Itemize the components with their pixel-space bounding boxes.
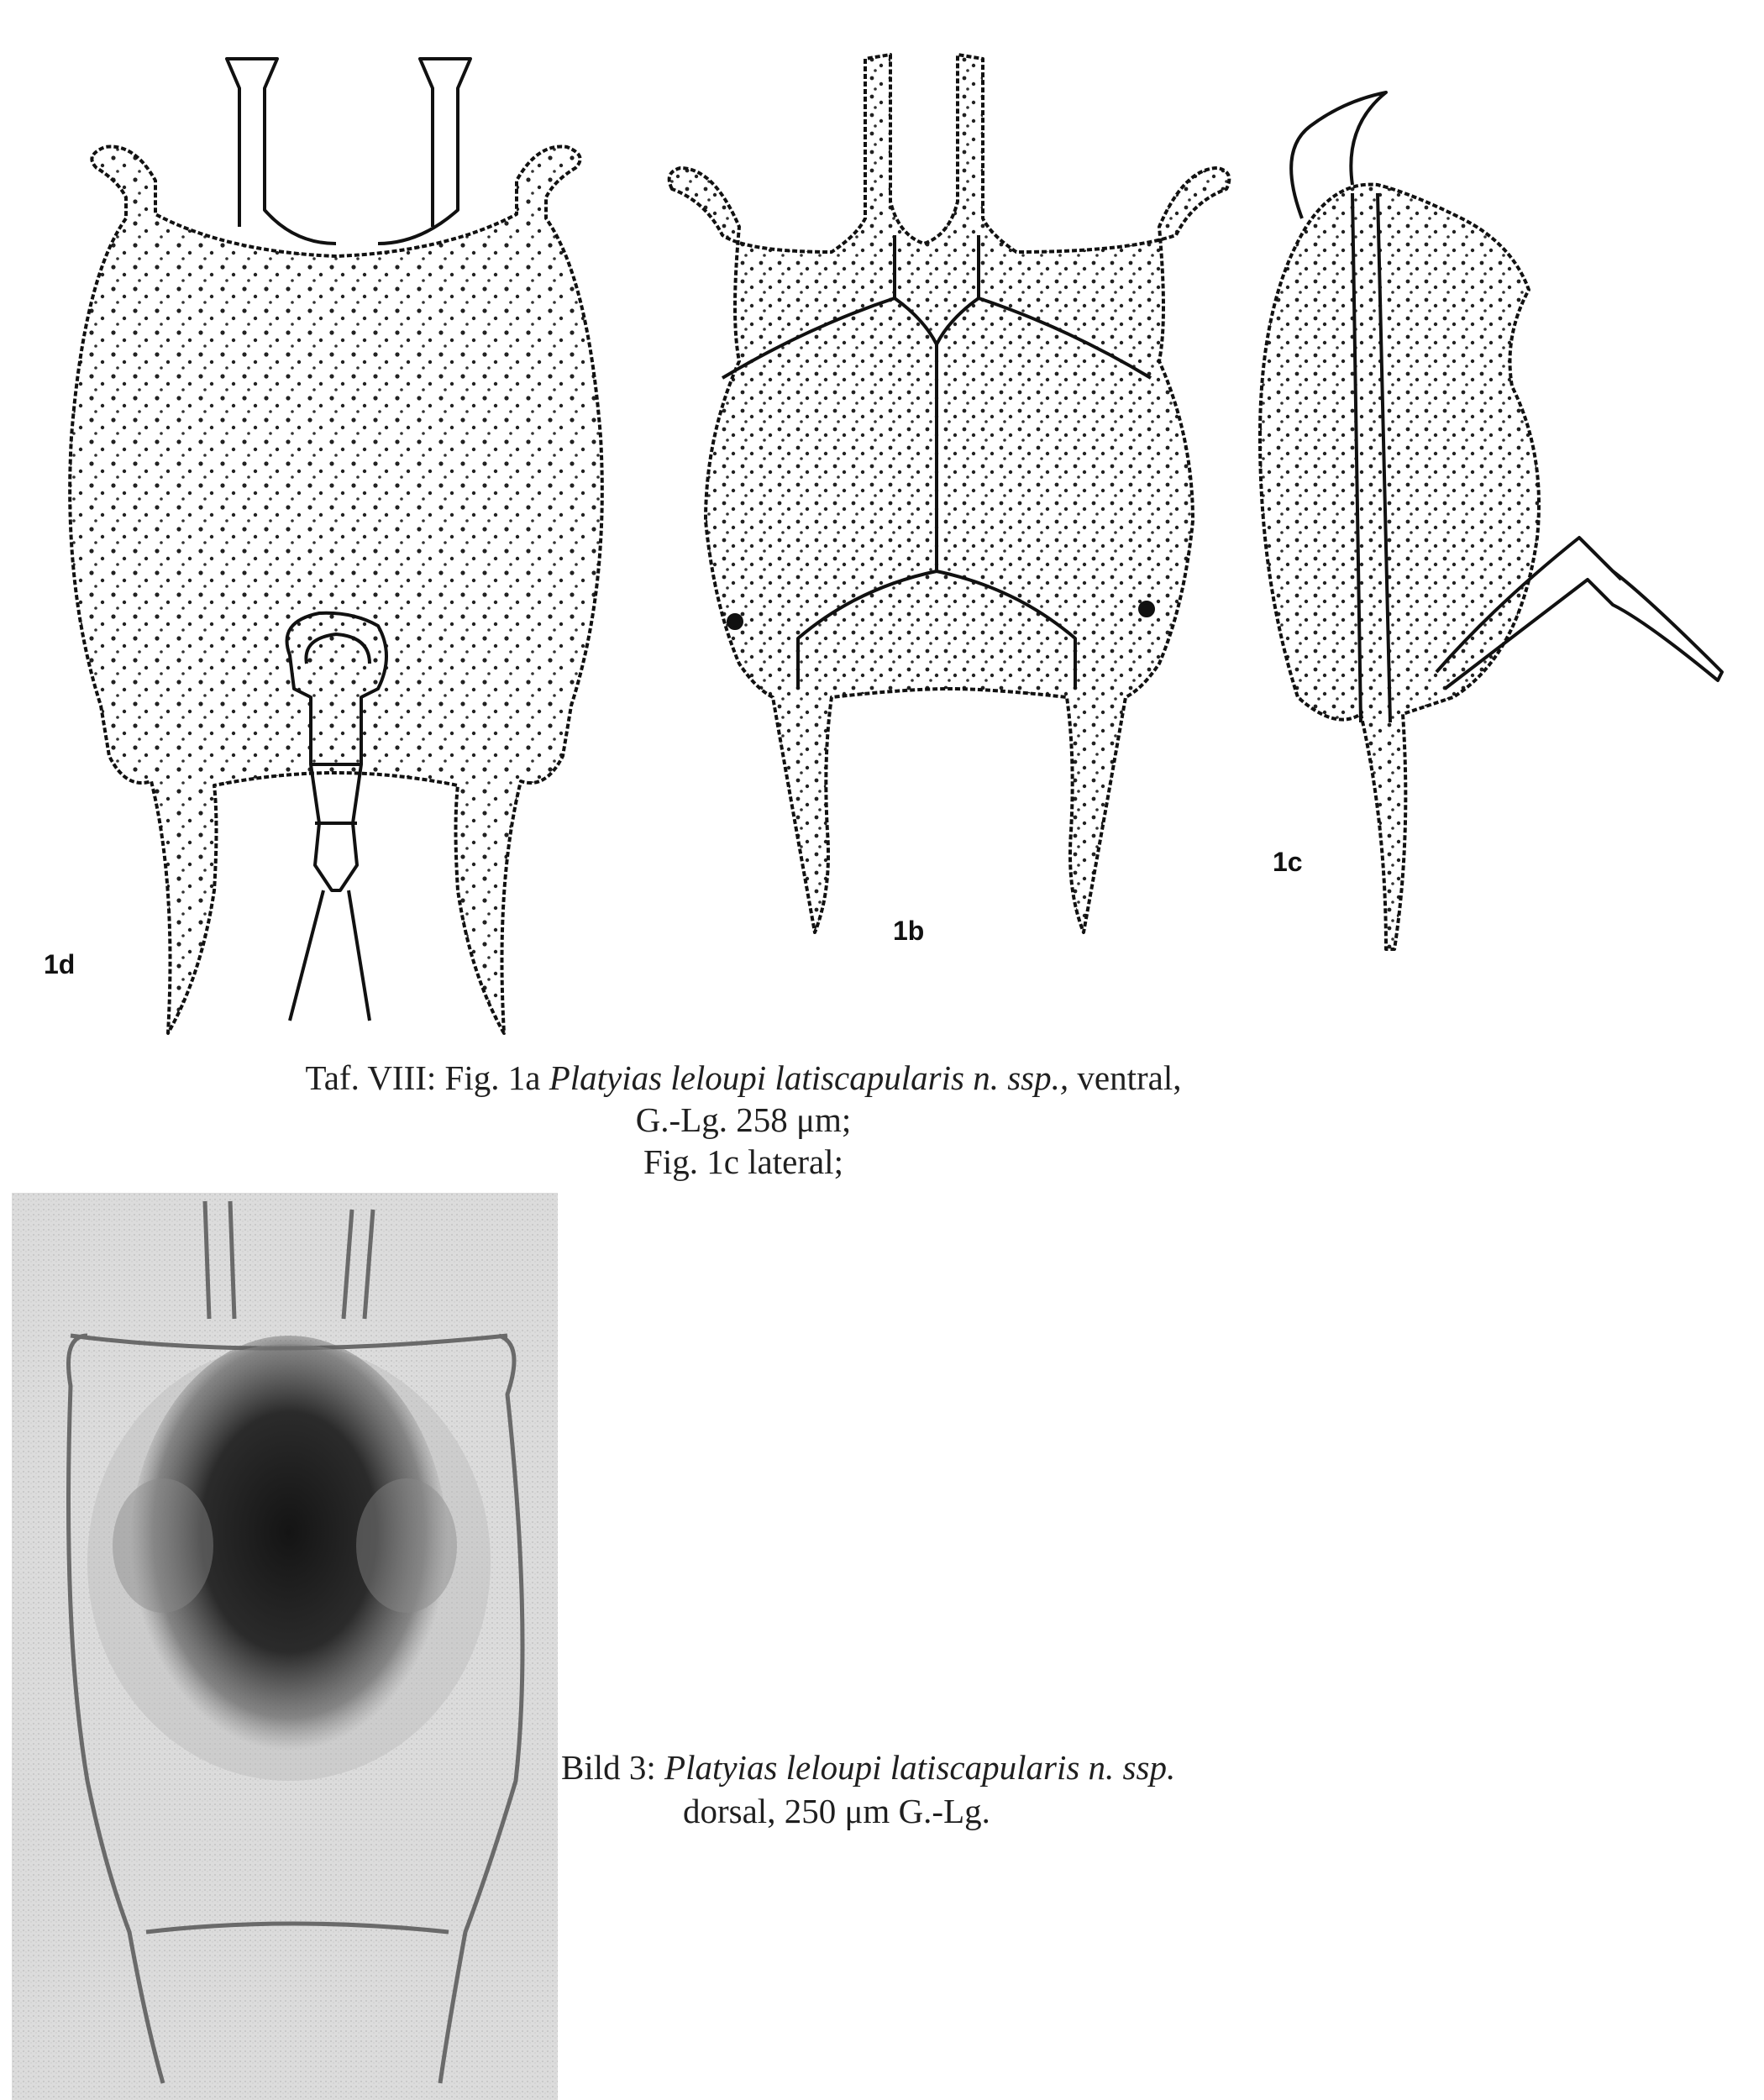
plate-caption-line-1: Taf. VIII: Fig. 1a Platyias leloupi latiscapularis n. ssp., ventral, [305,1058,1182,1097]
photo-caption-line-2: dorsal, 250 μm G.-Lg. [683,1792,990,1830]
photo-caption [561,1746,1401,1833]
plate-caption [0,1057,1764,1183]
drawing-fig-1b [669,55,1230,932]
photo-caption-species: Platyias leloupi latiscapularis n. ssp. [664,1748,1176,1787]
drawing-fig-1c [1260,92,1722,949]
plate-caption-line-2: G.-Lg. 258 μm; [635,1100,852,1139]
micrograph-photo [12,1193,558,2100]
figure-label-1c: 1c [1273,847,1303,877]
figure-label-1b: 1b [893,916,925,946]
plate-caption-species: Platyias leloupi latiscapularis n. ssp., [549,1058,1069,1097]
drawing-fig-1d [70,59,602,1033]
plate-caption-line-3: Fig. 1c lateral; [643,1142,843,1181]
photo-caption-line-1: Bild 3: Platyias leloupi latiscapularis n. ssp. [561,1748,1176,1787]
figure-label-1d: 1d [44,949,76,979]
